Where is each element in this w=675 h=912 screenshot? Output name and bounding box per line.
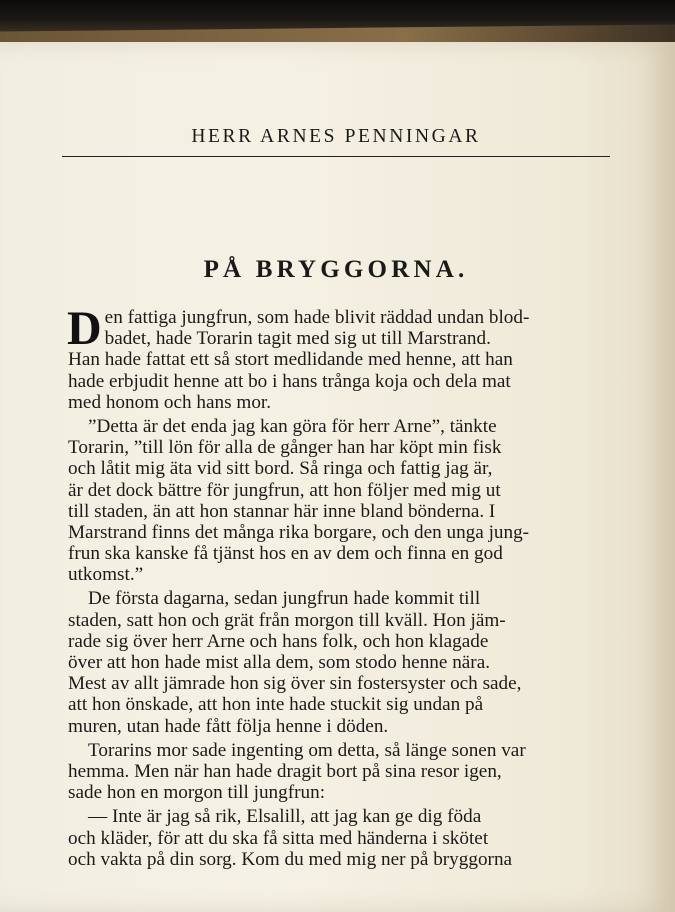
text-line: badet, hade Torarin tagit med sig ut till Marstrand. [104, 328, 491, 350]
text-line: Torarin, ”till lön för alla de gånger han har köpt min fisk [68, 437, 502, 459]
text-line: är det dock bättre för jungfrun, att hon följer med mig ut [68, 479, 501, 501]
text-line: hade erbjudit henne att bo i hans trånga koja och dela mat [68, 370, 511, 392]
text-line: De första dagarna, sedan jungfrun hade kommit till [88, 588, 481, 610]
text-line: och vakta på din sorg. Kom du med mig ner på bryggorna [68, 848, 513, 870]
text-line: Han hade fattat ett så stort medlidande med henne, att han [68, 349, 513, 371]
chapter-title: PÅ BRYGGORNA. [203, 256, 469, 283]
running-header: HERR ARNES PENNINGAR [191, 126, 481, 147]
text-line: med honom och hans mor. [68, 391, 272, 413]
body-text [67, 302, 628, 870]
text-line: utkomst.” [68, 564, 144, 586]
paragraph [67, 302, 628, 413]
text-line: och låtit mig äta vid sitt bord. Så ringa och fattig jag är, [68, 458, 493, 480]
text-line: frun ska kanske få tjänst hos en av dem och finna en god [68, 543, 503, 565]
text-line: Torarins mor sade ingenting om detta, så länge sonen var [88, 739, 526, 761]
text-line: och kläder, för att du ska få sitta med händerna i skötet [68, 827, 489, 849]
text-line: Mest av allt jämrade hon sig över sin fostersyster och sade, [68, 673, 522, 695]
paragraph [68, 740, 628, 804]
text-line: — Inte är jag så rik, Elsalill, att jag kan ge dig föda [88, 806, 482, 828]
paragraph [68, 588, 628, 736]
paragraph [68, 806, 628, 870]
text-line: sade hon en morgon till jungfrun: [68, 782, 326, 804]
paragraph [68, 416, 628, 586]
text-line: staden, satt hon och grät från morgon till kväll. Hon jäm- [68, 609, 506, 631]
text-line: att hon önskade, att hon inte hade stuckit sig undan på [68, 694, 484, 716]
text-line: Marstrand finns det många rika borgare, och den unga jung- [68, 521, 530, 543]
text-line: till staden, än att hon stannar här inne bland bönderna. I [68, 500, 496, 522]
text-line: rade sig över herr Arne och hans folk, och hon klagade [68, 630, 489, 652]
text-line: en fattiga jungfrun, som hade blivit räddad undan blod- [104, 307, 530, 328]
text-line: över att hon hade mist alla dem, som stodo henne nära. [68, 652, 491, 673]
drop-cap: D [67, 302, 102, 355]
text-line: muren, utan hade fått följa henne i döden. [68, 715, 389, 737]
text-line: hemma. Men när han hade dragit bort på sina resor igen, [68, 760, 502, 782]
text-line: ”Detta är det enda jag kan göra för herr Arne”, tänkte [88, 415, 497, 437]
header-rule [62, 156, 610, 157]
